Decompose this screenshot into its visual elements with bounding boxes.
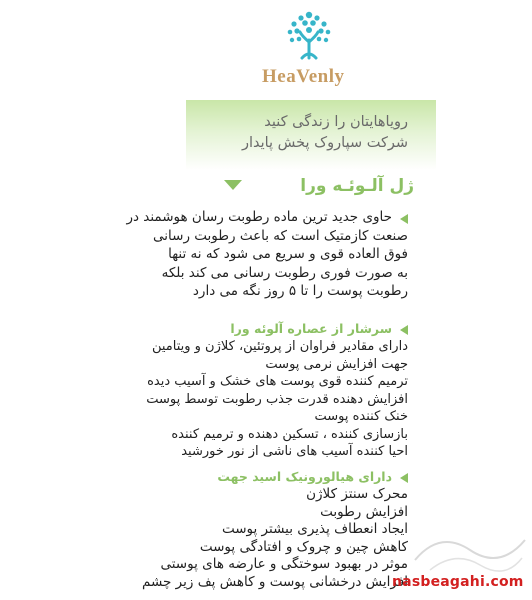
tagline [148,112,408,154]
product-title: ژل آلـوئـه ورا [300,176,414,196]
tagline-line-2: شرکت سپاروک پخش پایدار [241,135,408,151]
section-aloe-vera [118,319,408,461]
text-line: ترمیم کننده قوی پوست های خشک و آسیب دیده [147,374,408,389]
brand-name: HeaVenly [262,66,345,87]
section-hyaluronic-acid [118,467,408,591]
section-heading-row [118,467,408,486]
text-line: صنعت کازمتیک است که باعث رطوبت رسانی [153,227,408,244]
text-line: افزایش رطوبت [320,503,408,520]
text-line: احیا کننده آسیب های ناشی از نور خورشید [181,444,408,459]
section-description [118,208,408,301]
bullet-row [118,208,408,227]
text-line: کاهش چین و چروک و افتادگی پوست [199,538,408,555]
bullet-arrow-icon [400,325,408,335]
tagline-line-1: رویاهایتان را زندگی کنید [264,114,408,130]
section-heading: دارای هیالورونیک اسید جهت [217,469,392,484]
bullet-arrow-icon [400,473,408,483]
text-line: جهت افزایش نرمی پوست [265,356,408,372]
text-line: فوق العاده قوی و سریع می شود که نه تنها [168,246,408,262]
brand-logo [262,10,372,100]
text-line: افزایش درخشانی پوست و کاهش پف زیر چشم [142,573,408,590]
text-line: موثر در بهبود سوختگی و عارضه های پوستی [160,556,408,572]
text-line: خنک کننده پوست [314,409,408,424]
text-line: بازسازی کننده ، تسکین دهنده و ترمیم کننده [171,426,408,442]
watermark-ornament-icon [410,520,530,580]
text-line: دارای مقادیر فراوان از پروتئین، کلاژن و ویتامین [151,339,408,354]
text-line: ایجاد انعطاف پذیری بیشتر پوست [221,521,408,537]
tree-logo-icon [284,10,334,62]
text-line: محرک سنتز کلاژن [306,486,408,502]
text-line: افزایش دهنده قدرت جذب رطوبت توسط پوست [146,391,408,407]
bullet-arrow-icon [400,214,408,224]
title-arrow-icon [224,180,242,190]
text-line: رطوبت پوست را تا ۵ روز نگه می دارد [192,283,408,299]
watermark-text: nasbeagahi.com [392,574,524,590]
section-heading: سرشار از عصاره آلوئه ورا [230,321,392,336]
text-line: به صورت فوری رطوبت رسانی می کند بلکه [161,264,408,281]
text-line: حاوی جدید ترین ماده رطوبت رسان هوشمند در [126,209,392,225]
section-heading-row [118,319,408,338]
